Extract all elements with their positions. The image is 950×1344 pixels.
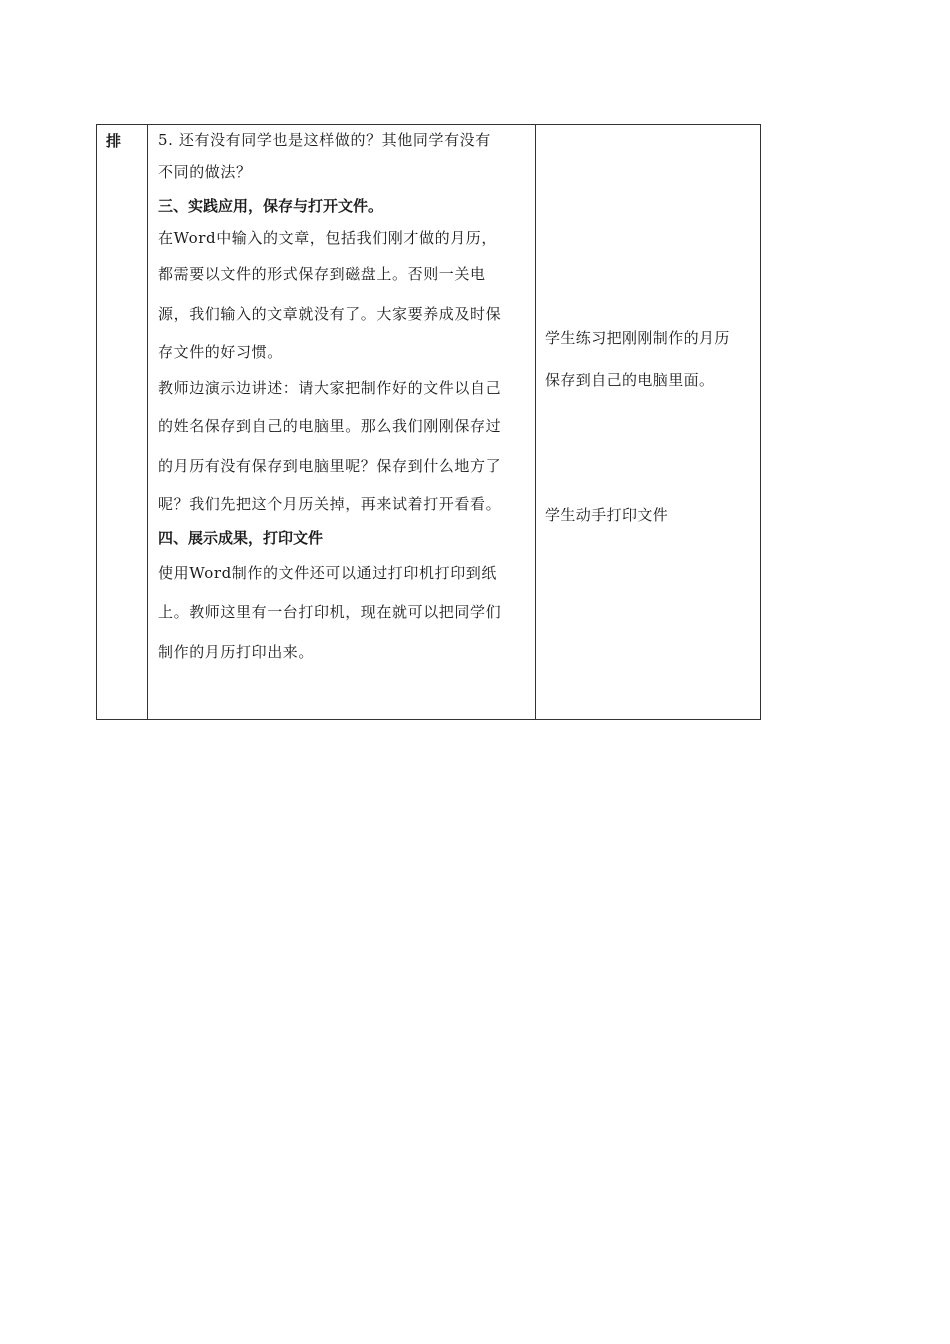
p3-line2: 上。教师这里有一台打印机，现在就可以把同学们 [158, 603, 502, 621]
p2-line1: 教师边演示边讲述：请大家把制作好的文件以自己 [158, 379, 502, 397]
student-activity-cell [536, 125, 761, 720]
activity-print-file [545, 494, 668, 536]
activity-save-line1: 学生练习把刚刚制作的月历 [545, 329, 730, 347]
activity-print-line1: 学生动手打印文件 [545, 506, 669, 524]
lesson-plan-table [96, 124, 761, 720]
activity-save-line2: 保存到自己的电脑里面。 [545, 371, 715, 389]
item5-line2: 不同的做法？ [158, 163, 252, 181]
p1-line2: 都需要以文件的形式保存到磁盘上。否则一关电 [158, 265, 486, 283]
section3-heading: 三、实践应用，保存与打开文件。 [158, 197, 384, 215]
p2-line4: 呢？我们先把这个月历关掉，再来试着打开看看。 [158, 495, 502, 513]
p1-line4: 存文件的好习惯。 [158, 343, 283, 361]
item5-line1: 5. 还有没有同学也是这样做的？其他同学有没有 [158, 131, 491, 149]
p1-line3: 源，我们输入的文章就没有了。大家要养成及时保 [158, 305, 502, 323]
p2-line3: 的月历有没有保存到电脑里呢？保存到什么地方了 [158, 457, 502, 475]
p2-line2: 的姓名保存到自己的电脑里。那么我们刚刚保存过 [158, 417, 502, 435]
stage-label-cell [97, 125, 148, 720]
activity-save-file [545, 317, 730, 401]
p3-line1: 使用Word制作的文件还可以通过打印机打印到纸 [158, 564, 498, 582]
section4-heading: 四、展示成果，打印文件 [158, 529, 324, 547]
p1-line1: 在Word中输入的文章，包括我们刚才做的月历， [158, 229, 498, 247]
p3-line3: 制作的月历打印出来。 [158, 643, 315, 661]
stage-label: 排 [106, 132, 122, 150]
teaching-content-cell [148, 125, 536, 720]
table-row [97, 125, 761, 720]
